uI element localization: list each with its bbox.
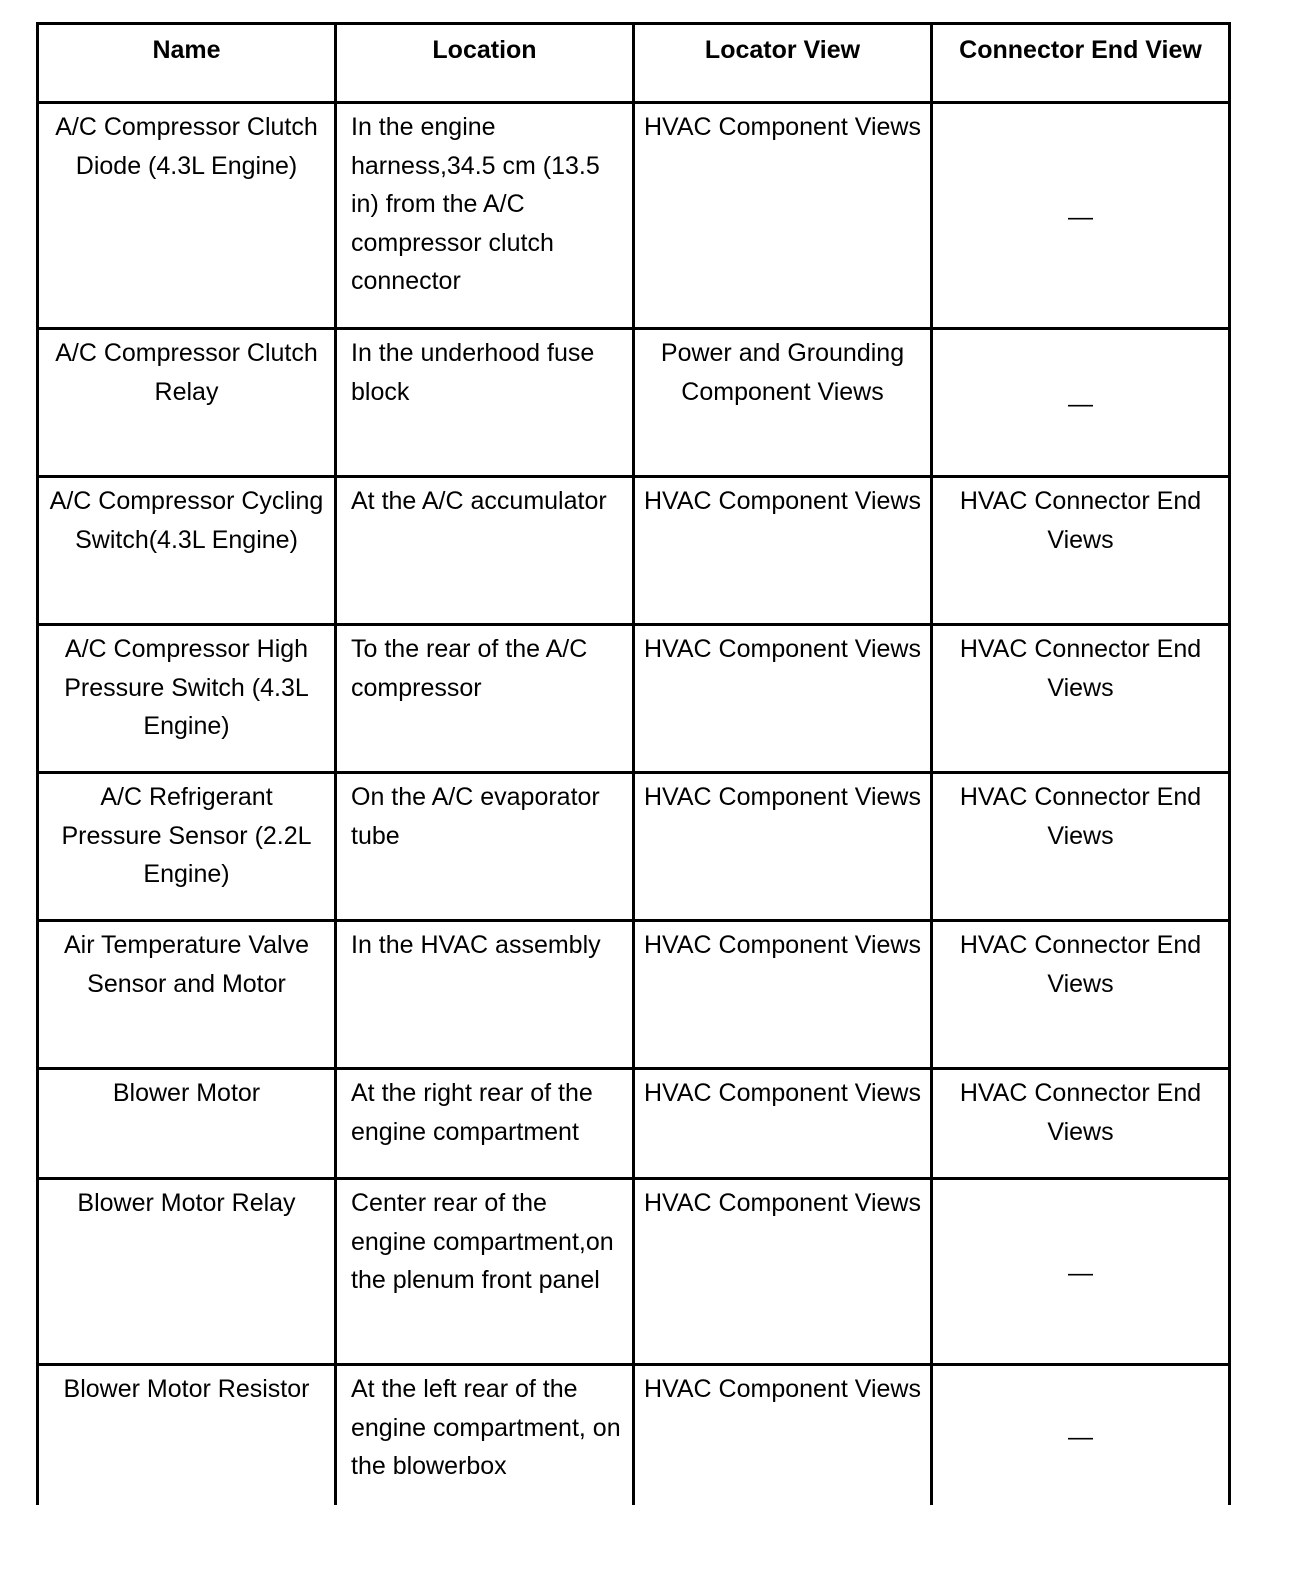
cell-location: In the engine harness,34.5 cm (13.5 in) from the A/C compressor clutch connector [336,103,634,329]
cell-location: Center rear of the engine compartment,on the plenum front panel [336,1179,634,1365]
cell-connector-end-view: HVAC Connector End Views [932,1069,1230,1179]
component-locator-table [36,22,1231,1505]
cell-connector-end-view: — [932,329,1230,477]
cell-name: Blower Motor [38,1069,336,1179]
table-row [38,1069,1230,1179]
cell-locator-view: HVAC Component Views [634,1365,932,1505]
cell-locator-view: HVAC Component Views [634,1179,932,1365]
table-row [38,477,1230,625]
cell-locator-view: HVAC Component Views [634,773,932,921]
table-row [38,103,1230,329]
header-locator-view: Locator View [634,24,932,103]
cell-connector-end-view: HVAC Connector End Views [932,921,1230,1069]
header-location: Location [336,24,634,103]
cell-name: A/C Refrigerant Pressure Sensor (2.2L Engine) [38,773,336,921]
cell-name: A/C Compressor Clutch Relay [38,329,336,477]
cell-name: Air Temperature Valve Sensor and Motor [38,921,336,1069]
cell-name: A/C Compressor High Pressure Switch (4.3L Engine) [38,625,336,773]
cell-location: On the A/C evaporator tube [336,773,634,921]
cell-location: At the left rear of the engine compartment, on the blowerbox [336,1365,634,1505]
cell-location: At the right rear of the engine compartment [336,1069,634,1179]
cell-connector-end-view: — [932,1365,1230,1505]
table-row [38,921,1230,1069]
header-connector-end-view: Connector End View [932,24,1230,103]
cell-name: A/C Compressor Clutch Diode (4.3L Engine) [38,103,336,329]
table-row [38,329,1230,477]
cell-locator-view: HVAC Component Views [634,1069,932,1179]
cell-locator-view: HVAC Component Views [634,921,932,1069]
cell-name: Blower Motor Resistor [38,1365,336,1505]
cell-name: A/C Compressor Cycling Switch(4.3L Engine) [38,477,336,625]
cell-locator-view: Power and Grounding Component Views [634,329,932,477]
cell-connector-end-view: HVAC Connector End Views [932,625,1230,773]
cell-location: At the A/C accumulator [336,477,634,625]
cell-location: To the rear of the A/C compressor [336,625,634,773]
cell-locator-view: HVAC Component Views [634,477,932,625]
cell-connector-end-view: — [932,1179,1230,1365]
cell-connector-end-view: HVAC Connector End Views [932,773,1230,921]
cell-connector-end-view: — [932,103,1230,329]
header-name: Name [38,24,336,103]
cell-connector-end-view: HVAC Connector End Views [932,477,1230,625]
cell-locator-view: HVAC Component Views [634,103,932,329]
cell-location: In the HVAC assembly [336,921,634,1069]
table-row [38,1365,1230,1505]
table-row [38,1179,1230,1365]
cell-locator-view: HVAC Component Views [634,625,932,773]
table-row [38,625,1230,773]
table-header-row [38,24,1230,103]
cell-location: In the underhood fuse block [336,329,634,477]
table-row [38,773,1230,921]
cell-name: Blower Motor Relay [38,1179,336,1365]
